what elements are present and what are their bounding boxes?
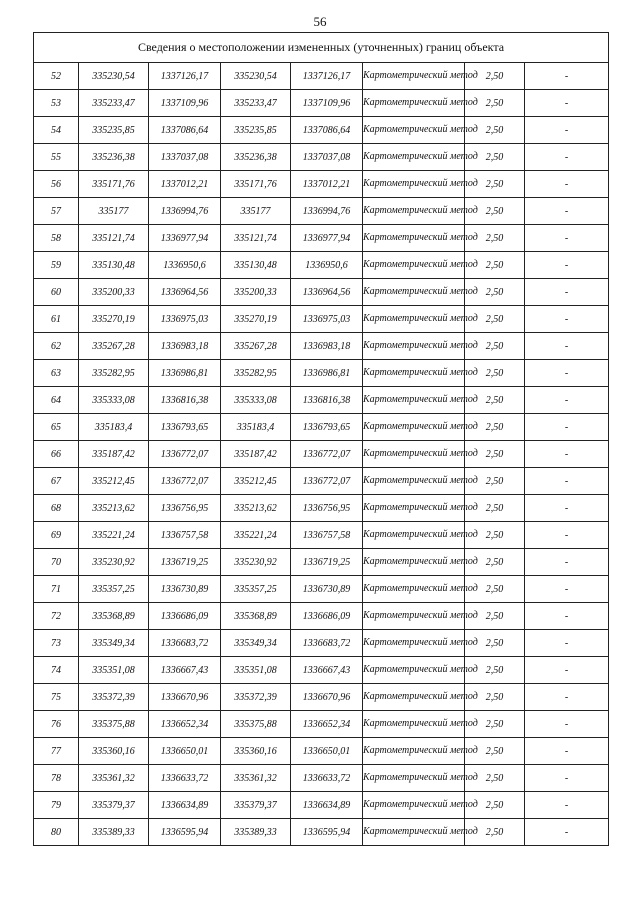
y-old-cell: 1336756,95 xyxy=(149,495,221,522)
x-new-cell: 335200,33 xyxy=(221,279,291,306)
table-row xyxy=(34,819,609,846)
y-new-cell: 1337126,17 xyxy=(291,63,363,90)
x-new-cell: 335233,47 xyxy=(221,90,291,117)
table-row xyxy=(34,549,609,576)
table-row xyxy=(34,252,609,279)
accuracy-cell: 2,50 xyxy=(465,225,525,252)
accuracy-cell: 2,50 xyxy=(465,279,525,306)
table-row xyxy=(34,711,609,738)
x-old-cell: 335360,16 xyxy=(79,738,149,765)
accuracy-cell: 2,50 xyxy=(465,684,525,711)
x-new-cell: 335187,42 xyxy=(221,441,291,468)
point-number-cell: 68 xyxy=(34,495,79,522)
x-old-cell: 335368,89 xyxy=(79,603,149,630)
x-old-cell: 335230,54 xyxy=(79,63,149,90)
table-row xyxy=(34,198,609,225)
point-number-cell: 75 xyxy=(34,684,79,711)
y-old-cell: 1336633,72 xyxy=(149,765,221,792)
method-cell: Картометрический метод xyxy=(363,711,465,738)
point-number-cell: 56 xyxy=(34,171,79,198)
table-row xyxy=(34,657,609,684)
description-cell: - xyxy=(525,468,609,495)
accuracy-cell: 2,50 xyxy=(465,495,525,522)
y-new-cell: 1336950,6 xyxy=(291,252,363,279)
y-old-cell: 1336650,01 xyxy=(149,738,221,765)
accuracy-cell: 2,50 xyxy=(465,63,525,90)
table-row xyxy=(34,468,609,495)
accuracy-cell: 2,50 xyxy=(465,414,525,441)
table-header: Сведения о местоположении измененных (уточненных) границ объекта xyxy=(34,33,609,63)
x-old-cell: 335236,38 xyxy=(79,144,149,171)
y-old-cell: 1336772,07 xyxy=(149,468,221,495)
x-new-cell: 335333,08 xyxy=(221,387,291,414)
y-old-cell: 1336667,43 xyxy=(149,657,221,684)
x-old-cell: 335333,08 xyxy=(79,387,149,414)
method-cell: Картометрический метод xyxy=(363,495,465,522)
y-new-cell: 1337109,96 xyxy=(291,90,363,117)
y-new-cell: 1336595,94 xyxy=(291,819,363,846)
x-new-cell: 335389,33 xyxy=(221,819,291,846)
description-cell: - xyxy=(525,225,609,252)
point-number-cell: 58 xyxy=(34,225,79,252)
accuracy-cell: 2,50 xyxy=(465,468,525,495)
accuracy-cell: 2,50 xyxy=(465,90,525,117)
method-cell: Картометрический метод xyxy=(363,252,465,279)
method-cell: Картометрический метод xyxy=(363,387,465,414)
point-number-cell: 52 xyxy=(34,63,79,90)
table-row xyxy=(34,765,609,792)
table-row xyxy=(34,63,609,90)
x-old-cell: 335351,08 xyxy=(79,657,149,684)
y-old-cell: 1336964,56 xyxy=(149,279,221,306)
point-number-cell: 55 xyxy=(34,144,79,171)
y-new-cell: 1336730,89 xyxy=(291,576,363,603)
method-cell: Картометрический метод xyxy=(363,171,465,198)
table-row xyxy=(34,630,609,657)
description-cell: - xyxy=(525,387,609,414)
table-row xyxy=(34,522,609,549)
y-old-cell: 1337086,64 xyxy=(149,117,221,144)
y-new-cell: 1336652,34 xyxy=(291,711,363,738)
x-old-cell: 335389,33 xyxy=(79,819,149,846)
x-old-cell: 335130,48 xyxy=(79,252,149,279)
x-new-cell: 335213,62 xyxy=(221,495,291,522)
x-new-cell: 335221,24 xyxy=(221,522,291,549)
x-new-cell: 335177 xyxy=(221,198,291,225)
method-cell: Картометрический метод xyxy=(363,684,465,711)
description-cell: - xyxy=(525,90,609,117)
point-number-cell: 71 xyxy=(34,576,79,603)
x-old-cell: 335270,19 xyxy=(79,306,149,333)
page-number: 56 xyxy=(313,14,327,29)
x-new-cell: 335379,37 xyxy=(221,792,291,819)
x-old-cell: 335282,95 xyxy=(79,360,149,387)
y-old-cell: 1336652,34 xyxy=(149,711,221,738)
accuracy-cell: 2,50 xyxy=(465,711,525,738)
y-new-cell: 1336667,43 xyxy=(291,657,363,684)
accuracy-cell: 2,50 xyxy=(465,576,525,603)
table-body xyxy=(34,33,609,846)
description-cell: - xyxy=(525,63,609,90)
y-new-cell: 1336977,94 xyxy=(291,225,363,252)
point-number-cell: 64 xyxy=(34,387,79,414)
point-number-cell: 65 xyxy=(34,414,79,441)
x-old-cell: 335375,88 xyxy=(79,711,149,738)
y-old-cell: 1336670,96 xyxy=(149,684,221,711)
y-old-cell: 1336977,94 xyxy=(149,225,221,252)
method-cell: Картометрический метод xyxy=(363,603,465,630)
method-cell: Картометрический метод xyxy=(363,414,465,441)
y-old-cell: 1336730,89 xyxy=(149,576,221,603)
x-new-cell: 335361,32 xyxy=(221,765,291,792)
accuracy-cell: 2,50 xyxy=(465,630,525,657)
x-old-cell: 335183,4 xyxy=(79,414,149,441)
y-old-cell: 1336983,18 xyxy=(149,333,221,360)
y-old-cell: 1336595,94 xyxy=(149,819,221,846)
y-new-cell: 1336719,25 xyxy=(291,549,363,576)
x-new-cell: 335171,76 xyxy=(221,171,291,198)
point-number-cell: 59 xyxy=(34,252,79,279)
x-new-cell: 335235,85 xyxy=(221,117,291,144)
table-row xyxy=(34,90,609,117)
accuracy-cell: 2,50 xyxy=(465,144,525,171)
method-cell: Картометрический метод xyxy=(363,333,465,360)
table-row xyxy=(34,738,609,765)
y-new-cell: 1336686,09 xyxy=(291,603,363,630)
x-new-cell: 335121,74 xyxy=(221,225,291,252)
accuracy-cell: 2,50 xyxy=(465,522,525,549)
description-cell: - xyxy=(525,414,609,441)
point-number-cell: 62 xyxy=(34,333,79,360)
boundary-table xyxy=(33,32,609,846)
accuracy-cell: 2,50 xyxy=(465,738,525,765)
point-number-cell: 67 xyxy=(34,468,79,495)
y-old-cell: 1336757,58 xyxy=(149,522,221,549)
table-header-row xyxy=(34,33,609,63)
accuracy-cell: 2,50 xyxy=(465,549,525,576)
table-row xyxy=(34,792,609,819)
x-old-cell: 335233,47 xyxy=(79,90,149,117)
x-new-cell: 335357,25 xyxy=(221,576,291,603)
point-number-cell: 78 xyxy=(34,765,79,792)
x-old-cell: 335213,62 xyxy=(79,495,149,522)
x-new-cell: 335267,28 xyxy=(221,333,291,360)
point-number-cell: 63 xyxy=(34,360,79,387)
description-cell: - xyxy=(525,441,609,468)
point-number-cell: 60 xyxy=(34,279,79,306)
point-number-cell: 57 xyxy=(34,198,79,225)
x-old-cell: 335212,45 xyxy=(79,468,149,495)
x-new-cell: 335230,54 xyxy=(221,63,291,90)
accuracy-cell: 2,50 xyxy=(465,387,525,414)
x-new-cell: 335368,89 xyxy=(221,603,291,630)
accuracy-cell: 2,50 xyxy=(465,171,525,198)
method-cell: Картометрический метод xyxy=(363,90,465,117)
table-row xyxy=(34,225,609,252)
x-new-cell: 335375,88 xyxy=(221,711,291,738)
method-cell: Картометрический метод xyxy=(363,279,465,306)
description-cell: - xyxy=(525,819,609,846)
method-cell: Картометрический метод xyxy=(363,819,465,846)
x-old-cell: 335121,74 xyxy=(79,225,149,252)
x-old-cell: 335379,37 xyxy=(79,792,149,819)
y-new-cell: 1337037,08 xyxy=(291,144,363,171)
method-cell: Картометрический метод xyxy=(363,117,465,144)
method-cell: Картометрический метод xyxy=(363,198,465,225)
x-old-cell: 335177 xyxy=(79,198,149,225)
point-number-cell: 72 xyxy=(34,603,79,630)
method-cell: Картометрический метод xyxy=(363,765,465,792)
description-cell: - xyxy=(525,144,609,171)
description-cell: - xyxy=(525,765,609,792)
description-cell: - xyxy=(525,306,609,333)
y-new-cell: 1336964,56 xyxy=(291,279,363,306)
x-old-cell: 335372,39 xyxy=(79,684,149,711)
y-new-cell: 1336670,96 xyxy=(291,684,363,711)
table-row xyxy=(34,495,609,522)
x-old-cell: 335187,42 xyxy=(79,441,149,468)
description-cell: - xyxy=(525,630,609,657)
accuracy-cell: 2,50 xyxy=(465,252,525,279)
y-old-cell: 1336772,07 xyxy=(149,441,221,468)
point-number-cell: 53 xyxy=(34,90,79,117)
table-row xyxy=(34,306,609,333)
y-new-cell: 1336772,07 xyxy=(291,468,363,495)
point-number-cell: 80 xyxy=(34,819,79,846)
y-new-cell: 1336756,95 xyxy=(291,495,363,522)
description-cell: - xyxy=(525,657,609,684)
y-old-cell: 1336994,76 xyxy=(149,198,221,225)
x-new-cell: 335212,45 xyxy=(221,468,291,495)
accuracy-cell: 2,50 xyxy=(465,360,525,387)
point-number-cell: 70 xyxy=(34,549,79,576)
point-number-cell: 54 xyxy=(34,117,79,144)
table-row xyxy=(34,117,609,144)
y-new-cell: 1336633,72 xyxy=(291,765,363,792)
description-cell: - xyxy=(525,360,609,387)
x-new-cell: 335183,4 xyxy=(221,414,291,441)
x-new-cell: 335130,48 xyxy=(221,252,291,279)
y-old-cell: 1336986,81 xyxy=(149,360,221,387)
description-cell: - xyxy=(525,522,609,549)
table-row xyxy=(34,603,609,630)
table-row xyxy=(34,441,609,468)
method-cell: Картометрический метод xyxy=(363,657,465,684)
accuracy-cell: 2,50 xyxy=(465,765,525,792)
y-new-cell: 1336986,81 xyxy=(291,360,363,387)
accuracy-cell: 2,50 xyxy=(465,792,525,819)
method-cell: Картометрический метод xyxy=(363,549,465,576)
description-cell: - xyxy=(525,738,609,765)
point-number-cell: 74 xyxy=(34,657,79,684)
y-new-cell: 1336975,03 xyxy=(291,306,363,333)
x-old-cell: 335221,24 xyxy=(79,522,149,549)
y-old-cell: 1337037,08 xyxy=(149,144,221,171)
x-new-cell: 335351,08 xyxy=(221,657,291,684)
x-new-cell: 335360,16 xyxy=(221,738,291,765)
x-old-cell: 335361,32 xyxy=(79,765,149,792)
y-new-cell: 1336772,07 xyxy=(291,441,363,468)
description-cell: - xyxy=(525,171,609,198)
x-new-cell: 335270,19 xyxy=(221,306,291,333)
y-old-cell: 1336683,72 xyxy=(149,630,221,657)
accuracy-cell: 2,50 xyxy=(465,333,525,360)
point-number-cell: 79 xyxy=(34,792,79,819)
y-new-cell: 1336983,18 xyxy=(291,333,363,360)
y-old-cell: 1337012,21 xyxy=(149,171,221,198)
point-number-cell: 73 xyxy=(34,630,79,657)
point-number-cell: 69 xyxy=(34,522,79,549)
method-cell: Картометрический метод xyxy=(363,576,465,603)
table-row xyxy=(34,279,609,306)
description-cell: - xyxy=(525,279,609,306)
x-new-cell: 335349,34 xyxy=(221,630,291,657)
x-new-cell: 335236,38 xyxy=(221,144,291,171)
y-new-cell: 1336816,38 xyxy=(291,387,363,414)
y-old-cell: 1336950,6 xyxy=(149,252,221,279)
y-new-cell: 1336994,76 xyxy=(291,198,363,225)
point-number-cell: 61 xyxy=(34,306,79,333)
point-number-cell: 66 xyxy=(34,441,79,468)
method-cell: Картометрический метод xyxy=(363,738,465,765)
x-new-cell: 335230,92 xyxy=(221,549,291,576)
point-number-cell: 76 xyxy=(34,711,79,738)
table-row xyxy=(34,387,609,414)
x-old-cell: 335267,28 xyxy=(79,333,149,360)
x-old-cell: 335230,92 xyxy=(79,549,149,576)
method-cell: Картометрический метод xyxy=(363,144,465,171)
table-row xyxy=(34,684,609,711)
y-new-cell: 1336634,89 xyxy=(291,792,363,819)
description-cell: - xyxy=(525,603,609,630)
description-cell: - xyxy=(525,711,609,738)
description-cell: - xyxy=(525,576,609,603)
x-new-cell: 335372,39 xyxy=(221,684,291,711)
method-cell: Картометрический метод xyxy=(363,63,465,90)
description-cell: - xyxy=(525,252,609,279)
accuracy-cell: 2,50 xyxy=(465,819,525,846)
x-new-cell: 335282,95 xyxy=(221,360,291,387)
description-cell: - xyxy=(525,198,609,225)
table-row xyxy=(34,333,609,360)
y-old-cell: 1336686,09 xyxy=(149,603,221,630)
description-cell: - xyxy=(525,792,609,819)
method-cell: Картометрический метод xyxy=(363,306,465,333)
method-cell: Картометрический метод xyxy=(363,792,465,819)
description-cell: - xyxy=(525,549,609,576)
description-cell: - xyxy=(525,495,609,522)
table-row xyxy=(34,171,609,198)
accuracy-cell: 2,50 xyxy=(465,117,525,144)
y-old-cell: 1336719,25 xyxy=(149,549,221,576)
y-old-cell: 1336816,38 xyxy=(149,387,221,414)
description-cell: - xyxy=(525,333,609,360)
accuracy-cell: 2,50 xyxy=(465,657,525,684)
description-cell: - xyxy=(525,684,609,711)
method-cell: Картометрический метод xyxy=(363,441,465,468)
y-new-cell: 1336650,01 xyxy=(291,738,363,765)
table-row xyxy=(34,414,609,441)
accuracy-cell: 2,50 xyxy=(465,306,525,333)
x-old-cell: 335235,85 xyxy=(79,117,149,144)
y-old-cell: 1337109,96 xyxy=(149,90,221,117)
y-new-cell: 1337012,21 xyxy=(291,171,363,198)
accuracy-cell: 2,50 xyxy=(465,603,525,630)
accuracy-cell: 2,50 xyxy=(465,198,525,225)
point-number-cell: 77 xyxy=(34,738,79,765)
description-cell: - xyxy=(525,117,609,144)
method-cell: Картометрический метод xyxy=(363,630,465,657)
table-row xyxy=(34,576,609,603)
method-cell: Картометрический метод xyxy=(363,468,465,495)
x-old-cell: 335200,33 xyxy=(79,279,149,306)
y-old-cell: 1337126,17 xyxy=(149,63,221,90)
y-new-cell: 1336793,65 xyxy=(291,414,363,441)
y-old-cell: 1336975,03 xyxy=(149,306,221,333)
y-old-cell: 1336634,89 xyxy=(149,792,221,819)
method-cell: Картометрический метод xyxy=(363,225,465,252)
method-cell: Картометрический метод xyxy=(363,360,465,387)
method-cell: Картометрический метод xyxy=(363,522,465,549)
y-new-cell: 1337086,64 xyxy=(291,117,363,144)
table-row xyxy=(34,360,609,387)
y-new-cell: 1336757,58 xyxy=(291,522,363,549)
y-new-cell: 1336683,72 xyxy=(291,630,363,657)
x-old-cell: 335357,25 xyxy=(79,576,149,603)
table-row xyxy=(34,144,609,171)
accuracy-cell: 2,50 xyxy=(465,441,525,468)
x-old-cell: 335171,76 xyxy=(79,171,149,198)
x-old-cell: 335349,34 xyxy=(79,630,149,657)
y-old-cell: 1336793,65 xyxy=(149,414,221,441)
